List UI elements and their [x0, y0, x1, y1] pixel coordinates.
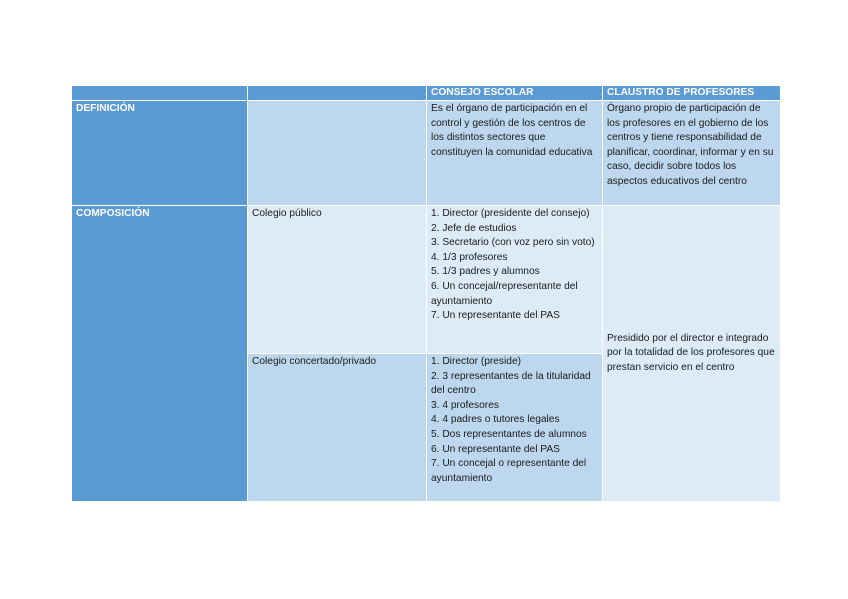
header-consejo-escolar: CONSEJO ESCOLAR [427, 86, 602, 100]
subrow-label-privado: Colegio concertado/privado [248, 354, 426, 501]
header-empty-2 [248, 86, 426, 100]
list-item: 1. Director (presidente del consejo) [431, 208, 590, 219]
list-item: 2. 3 representantes de la titularidad del centro [431, 370, 591, 397]
list-item: 7. Un concejal o representante del ayuntamiento [431, 458, 587, 484]
list-item: 4. 1/3 profesores [431, 251, 508, 263]
list-item: 6. Un representante del PAS [431, 443, 560, 455]
definicion-claustro: Órgano propio de participación de los profesores en el gobierno de los centros y tiene responsabilidad de planificar, coordinar, informar y en su caso, decidir sobre todos los aspectos educativos del centro [603, 101, 780, 205]
composicion-claustro [603, 206, 780, 501]
list-item: 3. 4 profesores [431, 399, 499, 411]
subrow-label-publico: Colegio público [248, 206, 426, 353]
row-label-composicion: COMPOSICIÓN [72, 206, 247, 501]
list-item: 7. Un representante del PAS [431, 310, 560, 322]
definicion-empty-cell [248, 101, 426, 205]
header-claustro-profesores: CLAUSTRO DE PROFESORES [603, 86, 780, 100]
composicion-claustro-text: Presidido por el director e integrado por la totalidad de los profesores que prestan servicio en el centro [607, 332, 775, 373]
definicion-consejo: Es el órgano de participación en el control y gestión de los centros de los distintos sectores que constituyen la comunidad educativa [427, 101, 602, 205]
composicion-privado-list [427, 354, 602, 501]
list-item: 1. Director (preside) [431, 356, 522, 367]
list-item: 5. 1/3 padres y alumnos [431, 266, 540, 278]
header-empty-1 [72, 86, 247, 100]
row-label-definicion: DEFINICIÓN [72, 101, 247, 205]
list-item: 2. Jefe de estudios [431, 222, 517, 234]
composicion-publico-list [427, 206, 602, 353]
list-item: 4. 4 padres o tutores legales [431, 414, 560, 426]
comparison-table [72, 86, 777, 501]
list-item: 5. Dos representantes de alumnos [431, 428, 587, 440]
list-item: 6. Un concejal/representante del ayuntamiento [431, 280, 578, 307]
list-item: 3. Secretario (con voz pero sin voto) [431, 237, 595, 249]
